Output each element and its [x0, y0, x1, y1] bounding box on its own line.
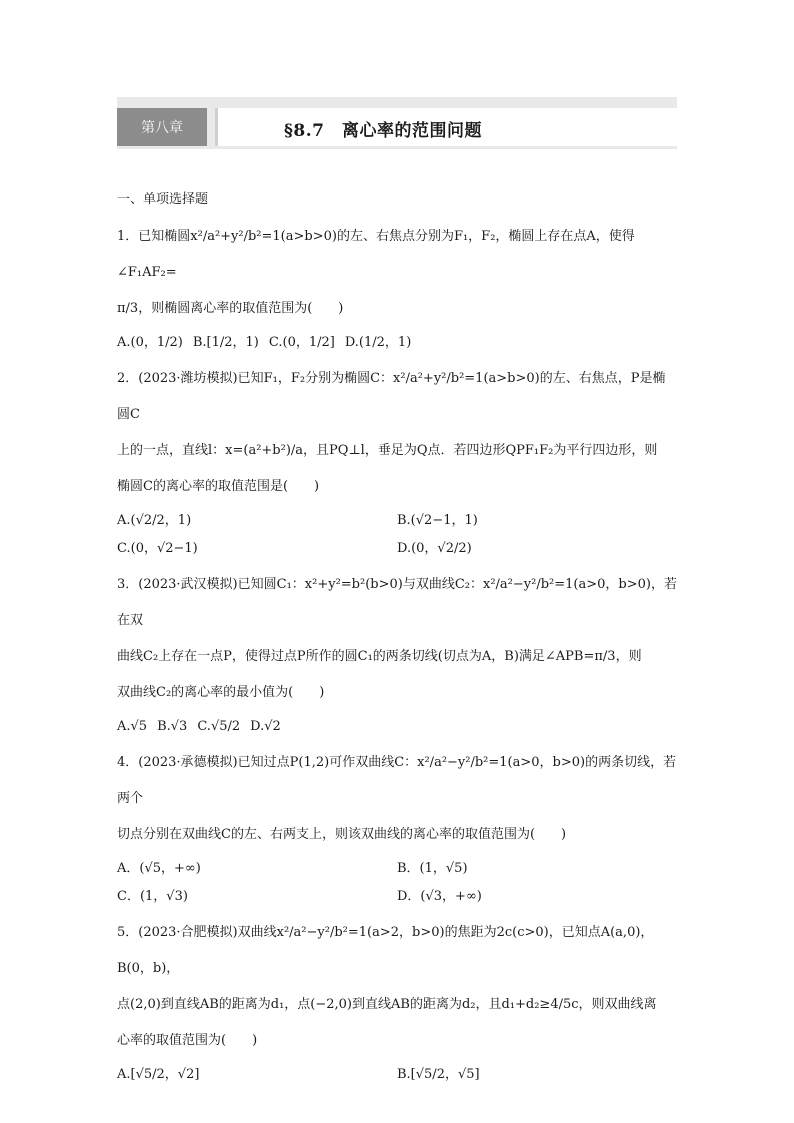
chapter-tab: 第八章 [117, 108, 207, 146]
option-a[interactable]: A.√5 [117, 719, 148, 734]
question-line: 切点分别在双曲线C的左、右两支上，则该双曲线的离心率的取值范围为( ) [117, 827, 567, 842]
option-a[interactable]: A．(√5，+∞) [117, 861, 201, 876]
options-2 [117, 507, 677, 563]
page-title: §8.7 离心率的范围问题 [284, 121, 482, 141]
section-title: 一、单项选择题 [117, 192, 209, 207]
question-line: 4．(2023·承德模拟)已知过点P(1,2)可作双曲线C：x²/a²−y²/b²=1(a>0，b>0)的两条切线，若两个 [117, 755, 677, 806]
options-1 [117, 329, 677, 357]
question-line: 1．已知椭圆x²/a²+y²/b²=1(a>b>0)的左、右焦点分别为F₁，F₂，椭圆上存在点A，使得∠F₁AF₂= [117, 229, 635, 280]
option-d[interactable]: D.(1/2，1) [344, 335, 412, 350]
options-4 [117, 855, 677, 911]
question-line: 2．(2023·潍坊模拟)已知F₁，F₂分别为椭圆C：x²/a²+y²/b²=1(a>b>0)的左、右焦点，P是椭圆C [117, 371, 666, 422]
option-d[interactable]: D．(√3，+∞) [397, 889, 482, 904]
option-c[interactable]: C.(0，√2−1) [117, 541, 198, 556]
option-b[interactable]: B.[1/2，1) [192, 335, 259, 350]
option-c[interactable]: C.(0，1/2] [268, 335, 335, 350]
option-b[interactable]: B.(√2−1，1) [397, 513, 478, 528]
option-c[interactable]: C．(1，√3) [117, 889, 188, 904]
option-d[interactable]: D.(0，√2/2) [397, 541, 472, 556]
question-4 [117, 745, 677, 853]
option-b[interactable]: B.[√5/2，√5] [397, 1067, 480, 1082]
question-line: 曲线C₂上存在一点P，使得过点P所作的圆C₁的两条切线(切点为A，B)满足∠APB=π/3，则 [117, 649, 642, 664]
option-b[interactable]: B．(1，√5) [397, 861, 468, 876]
question-line: 双曲线C₂的离心率的最小值为( ) [117, 685, 325, 700]
question-line: 5．(2023·合肥模拟)双曲线x²/a²−y²/b²=1(a>2，b>0)的焦距为2c(c>0)，已知点A(a,0)，B(0，b)， [117, 925, 654, 976]
question-line: 心率的取值范围为( ) [117, 1033, 258, 1048]
option-b[interactable]: B.√3 [157, 719, 188, 734]
question-line: 椭圆C的离心率的取值范围是( ) [117, 479, 320, 494]
question-line: 上的一点，直线l：x=(a²+b²)/a，且PQ⊥l，垂足为Q点．若四边形QPF₁F₂为平行四边形，则 [117, 443, 658, 458]
question-line: 3．(2023·武汉模拟)已知圆C₁：x²+y²=b²(b>0)与双曲线C₂：x²/a²−y²/b²=1(a>0，b>0)，若在双 [117, 577, 677, 628]
question-list [117, 180, 677, 1093]
option-a[interactable]: A.(0，1/2) [117, 335, 183, 350]
question-2 [117, 361, 677, 505]
option-a[interactable]: A.(√2/2，1) [117, 513, 192, 528]
option-c[interactable]: C.√5/2 [197, 719, 241, 734]
option-d[interactable]: D.√2 [250, 719, 281, 734]
option-a[interactable]: A.[√5/2，√2] [117, 1067, 200, 1082]
question-line: π/3，则椭圆离心率的取值范围为( ) [117, 301, 344, 316]
options-3 [117, 713, 677, 741]
question-5 [117, 915, 677, 1059]
question-3 [117, 567, 677, 711]
question-1 [117, 219, 677, 327]
question-line: 点(2,0)到直线AB的距离为d₁，点(−2,0)到直线AB的距离为d₂，且d₁+d₂≥4/5c，则双曲线离 [117, 997, 657, 1012]
options-5 [117, 1061, 677, 1089]
